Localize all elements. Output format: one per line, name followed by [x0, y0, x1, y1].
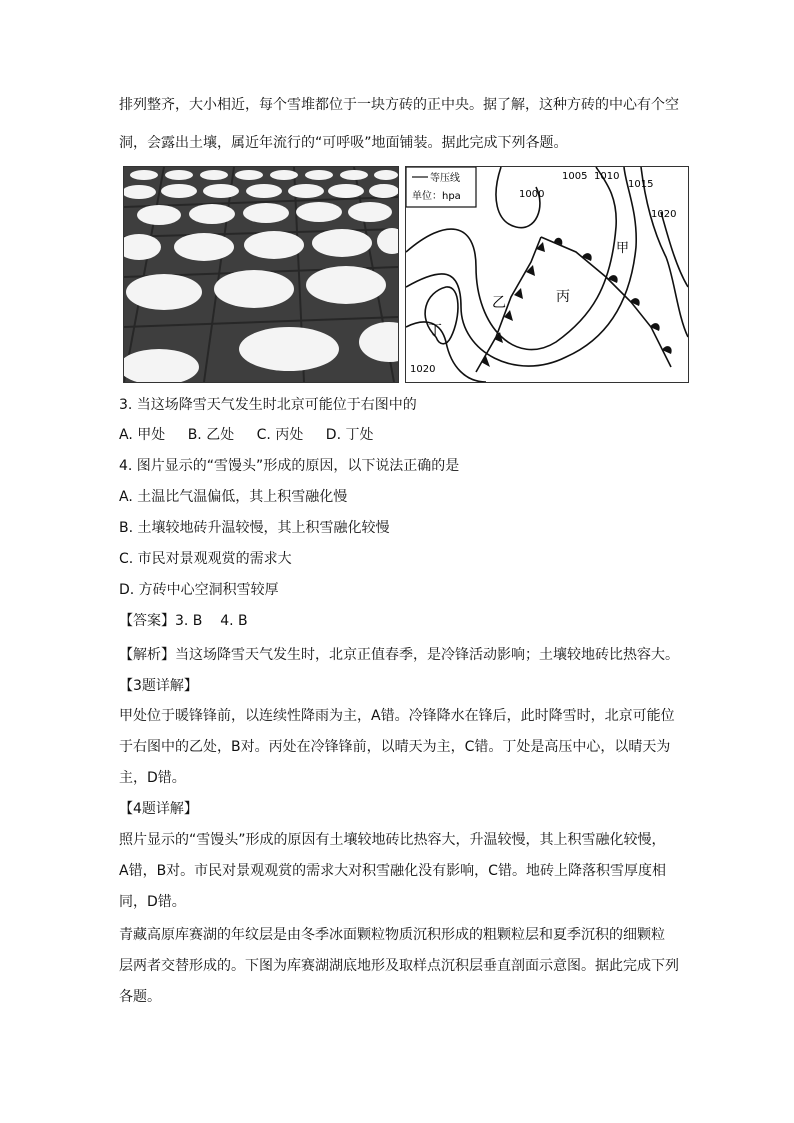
- intro-line-1: 排列整齐，大小相近，每个雪堆都位于一块方砖的正中央。据了解，这种方砖的中心有个空: [119, 97, 679, 113]
- answer-text: 3. B 4. B: [175, 613, 248, 629]
- q3-option-a: A. 甲处: [119, 427, 166, 443]
- detail4-line-1: 照片显示的“雪馒头”形成的原因有土壤较地砖比热容大，升温较慢，其上积雪融化较慢，: [119, 832, 666, 848]
- detail4-line-2: A错，B对。市民对景观观赏的需求大对积雪融化没有影响，C错。地砖上降落积雪厚度相: [119, 863, 666, 879]
- q4-option-b: B. 土壤较地砖升温较慢，其上积雪融化较慢: [119, 520, 390, 536]
- analysis-line: [119, 645, 679, 665]
- q3-option-b: B. 乙处: [187, 427, 235, 443]
- detail4-line-3: 同，D错。: [119, 894, 186, 910]
- snow-mounds-photo: [123, 166, 399, 383]
- answer-label: 【答案】: [119, 613, 175, 629]
- isobar-map: [405, 166, 689, 383]
- place-yi: 乙: [492, 295, 506, 311]
- isobar-label-1020-east: 1020: [651, 209, 677, 220]
- q4-stem: 4. 图片显示的“雪馒头”形成的原因，以下说法正确的是: [119, 458, 460, 474]
- q3-option-d: D. 丁处: [325, 427, 374, 443]
- detail3-line-1: 甲处位于暖锋锋前，以连续性降雨为主，A错。冷锋降水在锋后，此时降雪时，北京可能位: [119, 708, 675, 724]
- place-jia: 甲: [616, 241, 630, 256]
- detail3-title: 【3题详解】: [119, 678, 198, 694]
- analysis-label: 【解析】: [119, 647, 175, 663]
- next-passage-line-2: 层两者交替形成的。下图为库赛湖湖底地形及取样点沉积层垂直剖面示意图。据此完成下列: [119, 958, 679, 974]
- q4-option-c: C. 市民对景观观赏的需求大: [119, 551, 292, 567]
- intro-line-2: 洞，会露出土壤，属近年流行的“可呼吸”地面铺装。据此完成下列各题。: [119, 135, 568, 151]
- q4-option-a: A. 土温比气温偏低，其上积雪融化慢: [119, 489, 348, 505]
- isobar-1020-east: [661, 212, 688, 287]
- detail3-line-3: 主，D错。: [119, 770, 186, 786]
- legend-unit-label: 单位：hpa: [412, 191, 461, 202]
- place-bing: 丙: [556, 289, 570, 305]
- q4-option-d: D. 方砖中心空洞积雪较厚: [119, 582, 279, 598]
- detail4-title: 【4题详解】: [119, 801, 198, 817]
- legend-isobar-label: 等压线: [430, 173, 460, 184]
- place-ding: 丁: [428, 323, 442, 339]
- isobar-map-diagram: [406, 167, 688, 382]
- isobar-label-1020-west: 1020: [410, 364, 436, 375]
- q3-option-c: C. 丙处: [256, 427, 304, 443]
- next-passage-line-3: 各题。: [119, 989, 161, 1005]
- isobar-label-1000: 1000: [519, 189, 545, 200]
- q3-stem: 3. 当这场降雪天气发生时北京可能位于右图中的: [119, 397, 417, 413]
- analysis-text: 当这场降雪天气发生时，北京正值春季，是冷锋活动影响；土壤较地砖比热容大。: [175, 647, 679, 663]
- isobar-label-1005: 1005: [562, 171, 588, 182]
- answer-line: [119, 611, 248, 631]
- next-passage-line-1: 青藏高原库赛湖的年纹层是由冬季冰面颗粒物质沉积形成的粗颗粒层和夏季沉积的细颗粒: [119, 927, 665, 943]
- isobar-label-1015: 1015: [628, 179, 654, 190]
- isobar-label-1010: 1010: [594, 171, 620, 182]
- q3-options: [119, 425, 373, 445]
- cold-front-line: [476, 237, 541, 372]
- snow-mounds-illustration: [124, 167, 398, 382]
- isobar-1015: [641, 167, 688, 337]
- detail3-line-2: 于右图中的乙处，B对。丙处在冷锋锋前，以晴天为主，C错。丁处是高压中心，以晴天为: [119, 739, 671, 755]
